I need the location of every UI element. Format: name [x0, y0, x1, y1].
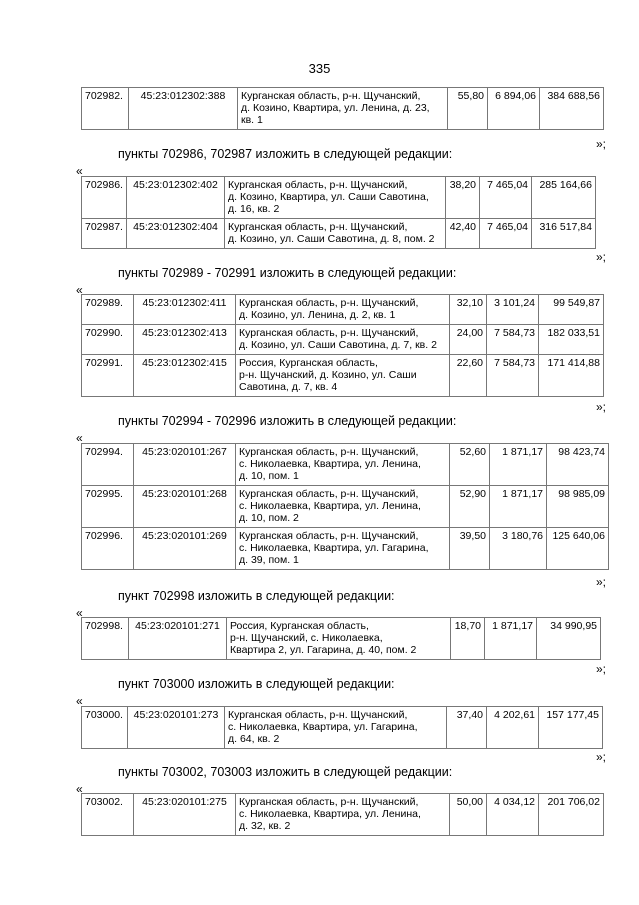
- address-line: Курганская область, р-н. Щучанский,: [228, 709, 408, 721]
- cell-total: 285 164,66: [532, 177, 596, 219]
- opening-quote: «: [76, 431, 83, 445]
- cell-cad: 45:23:012302:388: [129, 88, 238, 130]
- address-line: р-н. Щучанский, с. Николаевка,: [230, 632, 383, 644]
- property-table: [81, 443, 609, 570]
- cell-num: 702996.: [82, 528, 134, 570]
- property-table: [81, 294, 604, 397]
- cell-address: [236, 355, 450, 397]
- address-line: д. 39, пом. 1: [239, 554, 299, 566]
- property-table: [81, 793, 604, 836]
- address-line: Савотина, д. 7, кв. 4: [239, 381, 338, 393]
- cell-price: 3 101,24: [487, 295, 539, 325]
- cell-price: 7 465,04: [480, 219, 532, 249]
- address-line: р-н. Щучанский, д. Козино, ул. Саши: [239, 369, 417, 381]
- cell-address: [236, 486, 450, 528]
- amendment-intro: пункты 702994 - 702996 изложить в следующей редакции:: [118, 414, 457, 428]
- cell-total: 201 706,02: [539, 794, 604, 836]
- address-line: Курганская область, р-н. Щучанский,: [241, 90, 421, 102]
- cell-area: 37,40: [447, 707, 487, 749]
- address-line: с. Николаевка, Квартира, ул. Ленина,: [239, 458, 421, 470]
- cell-address: [236, 794, 450, 836]
- cell-cad: 45:23:020101:273: [128, 707, 225, 749]
- cell-area: 39,50: [450, 528, 490, 570]
- cell-total: 182 033,51: [539, 325, 604, 355]
- address-line: д. 64, кв. 2: [228, 733, 280, 745]
- address-line: д. Козино, ул. Ленина, д. 2, кв. 1: [239, 309, 396, 321]
- cell-total: 98 985,09: [547, 486, 609, 528]
- cell-cad: 45:23:020101:271: [129, 618, 227, 660]
- address-line: кв. 1: [241, 114, 263, 126]
- address-line: Курганская область, р-н. Щучанский,: [239, 488, 419, 500]
- page-number: 335: [308, 61, 331, 76]
- cell-price: 6 894,06: [488, 88, 540, 130]
- address-line: Курганская область, р-н. Щучанский,: [228, 221, 408, 233]
- address-line: с. Николаевка, Квартира, ул. Гагарина,: [239, 542, 429, 554]
- cell-num: 703002.: [82, 794, 134, 836]
- cell-num: 702994.: [82, 444, 134, 486]
- table-row: [82, 444, 609, 486]
- cell-total: 125 640,06: [547, 528, 609, 570]
- table-row: [82, 355, 604, 397]
- address-line: Курганская область, р-н. Щучанский,: [239, 796, 419, 808]
- opening-quote: «: [76, 164, 83, 178]
- table-row: [82, 325, 604, 355]
- cell-cad: 45:23:012302:413: [134, 325, 236, 355]
- cell-cad: 45:23:020101:268: [134, 486, 236, 528]
- cell-price: 1 871,17: [490, 444, 547, 486]
- address-line: Курганская область, р-н. Щучанский,: [239, 530, 419, 542]
- table-row: [82, 88, 604, 130]
- closing-quote: »;: [596, 662, 607, 676]
- address-line: с. Николаевка, Квартира, ул. Ленина,: [239, 808, 421, 820]
- cell-total: 316 517,84: [532, 219, 596, 249]
- cell-price: 4 202,61: [487, 707, 539, 749]
- closing-quote: »;: [596, 750, 607, 764]
- cell-area: 55,80: [448, 88, 488, 130]
- closing-quote: »;: [596, 400, 607, 414]
- cell-price: 4 034,12: [487, 794, 539, 836]
- cell-address: [225, 177, 446, 219]
- cell-cad: 45:23:012302:402: [127, 177, 225, 219]
- address-line: д. 32, кв. 2: [239, 820, 291, 832]
- cell-total: 171 414,88: [539, 355, 604, 397]
- amendment-intro: пункт 702998 изложить в следующей редакции:: [118, 589, 395, 603]
- property-table: [81, 176, 596, 249]
- cell-area: 18,70: [451, 618, 485, 660]
- address-line: д. Козино, Квартира, ул. Ленина, д. 23,: [241, 102, 430, 114]
- cell-total: 157 177,45: [539, 707, 603, 749]
- cell-cad: 45:23:020101:267: [134, 444, 236, 486]
- cell-total: 384 688,56: [540, 88, 604, 130]
- cell-num: 702995.: [82, 486, 134, 528]
- table-row: [82, 707, 603, 749]
- address-line: с. Николаевка, Квартира, ул. Гагарина,: [228, 721, 418, 733]
- amendment-intro: пункты 702989 - 702991 изложить в следующей редакции:: [118, 266, 457, 280]
- address-line: Курганская область, р-н. Щучанский,: [228, 179, 408, 191]
- cell-num: 702987.: [82, 219, 127, 249]
- property-table: [81, 617, 601, 660]
- cell-address: [225, 707, 447, 749]
- cell-area: 50,00: [450, 794, 487, 836]
- cell-address: [236, 295, 450, 325]
- cell-num: 702998.: [82, 618, 129, 660]
- address-line: Курганская область, р-н. Щучанский,: [239, 297, 419, 309]
- address-line: д. Козино, Квартира, ул. Саши Савотина,: [228, 191, 429, 203]
- opening-quote: «: [76, 782, 83, 796]
- table-row: [82, 219, 596, 249]
- address-line: Россия, Курганская область,: [230, 620, 369, 632]
- cell-cad: 45:23:012302:411: [134, 295, 236, 325]
- cell-cad: 45:23:020101:275: [134, 794, 236, 836]
- property-table: [81, 706, 603, 749]
- cell-price: 7 584,73: [487, 325, 539, 355]
- cell-area: 38,20: [446, 177, 480, 219]
- address-line: с. Николаевка, Квартира, ул. Ленина,: [239, 500, 421, 512]
- table-row: [82, 528, 609, 570]
- cell-address: [238, 88, 448, 130]
- address-line: д. Козино, ул. Саши Савотина, д. 8, пом. 2: [228, 233, 435, 245]
- amendment-intro: пункт 703000 изложить в следующей редакции:: [118, 677, 395, 691]
- cell-num: 702982.: [82, 88, 129, 130]
- cell-total: 34 990,95: [537, 618, 601, 660]
- cell-total: 98 423,74: [547, 444, 609, 486]
- cell-num: 702986.: [82, 177, 127, 219]
- table-row: [82, 295, 604, 325]
- cell-num: 703000.: [82, 707, 128, 749]
- closing-quote: »;: [596, 575, 607, 589]
- table-row: [82, 486, 609, 528]
- amendment-intro: пункты 703002, 703003 изложить в следующей редакции:: [118, 765, 453, 779]
- closing-quote: »;: [596, 137, 607, 151]
- address-line: д. Козино, ул. Саши Савотина, д. 7, кв. 2: [239, 339, 437, 351]
- cell-cad: 45:23:012302:404: [127, 219, 225, 249]
- cell-area: 42,40: [446, 219, 480, 249]
- cell-area: 22,60: [450, 355, 487, 397]
- cell-address: [225, 219, 446, 249]
- cell-num: 702990.: [82, 325, 134, 355]
- cell-total: 99 549,87: [539, 295, 604, 325]
- amendment-intro: пункты 702986, 702987 изложить в следующей редакции:: [118, 147, 453, 161]
- cell-cad: 45:23:012302:415: [134, 355, 236, 397]
- address-line: Квартира 2, ул. Гагарина, д. 40, пом. 2: [230, 644, 417, 656]
- cell-price: 1 871,17: [485, 618, 537, 660]
- table-row: [82, 177, 596, 219]
- cell-price: 3 180,76: [490, 528, 547, 570]
- opening-quote: «: [76, 694, 83, 708]
- address-line: Курганская область, р-н. Щучанский,: [239, 327, 419, 339]
- cell-area: 52,90: [450, 486, 490, 528]
- cell-price: 7 465,04: [480, 177, 532, 219]
- address-line: Россия, Курганская область,: [239, 357, 378, 369]
- cell-area: 24,00: [450, 325, 487, 355]
- closing-quote: »;: [596, 250, 607, 264]
- address-line: д. 10, пом. 2: [239, 512, 299, 524]
- cell-num: 702991.: [82, 355, 134, 397]
- cell-area: 32,10: [450, 295, 487, 325]
- cell-address: [236, 528, 450, 570]
- cell-address: [236, 325, 450, 355]
- cell-price: 1 871,17: [490, 486, 547, 528]
- address-line: д. 10, пом. 1: [239, 470, 299, 482]
- address-line: д. 16, кв. 2: [228, 203, 280, 215]
- cell-address: [236, 444, 450, 486]
- address-line: Курганская область, р-н. Щучанский,: [239, 446, 419, 458]
- opening-quote: «: [76, 606, 83, 620]
- table-row: [82, 794, 604, 836]
- cell-price: 7 584,73: [487, 355, 539, 397]
- cell-area: 52,60: [450, 444, 490, 486]
- cell-num: 702989.: [82, 295, 134, 325]
- cell-cad: 45:23:020101:269: [134, 528, 236, 570]
- table-row: [82, 618, 601, 660]
- property-table: [81, 87, 604, 130]
- cell-address: [227, 618, 451, 660]
- opening-quote: «: [76, 283, 83, 297]
